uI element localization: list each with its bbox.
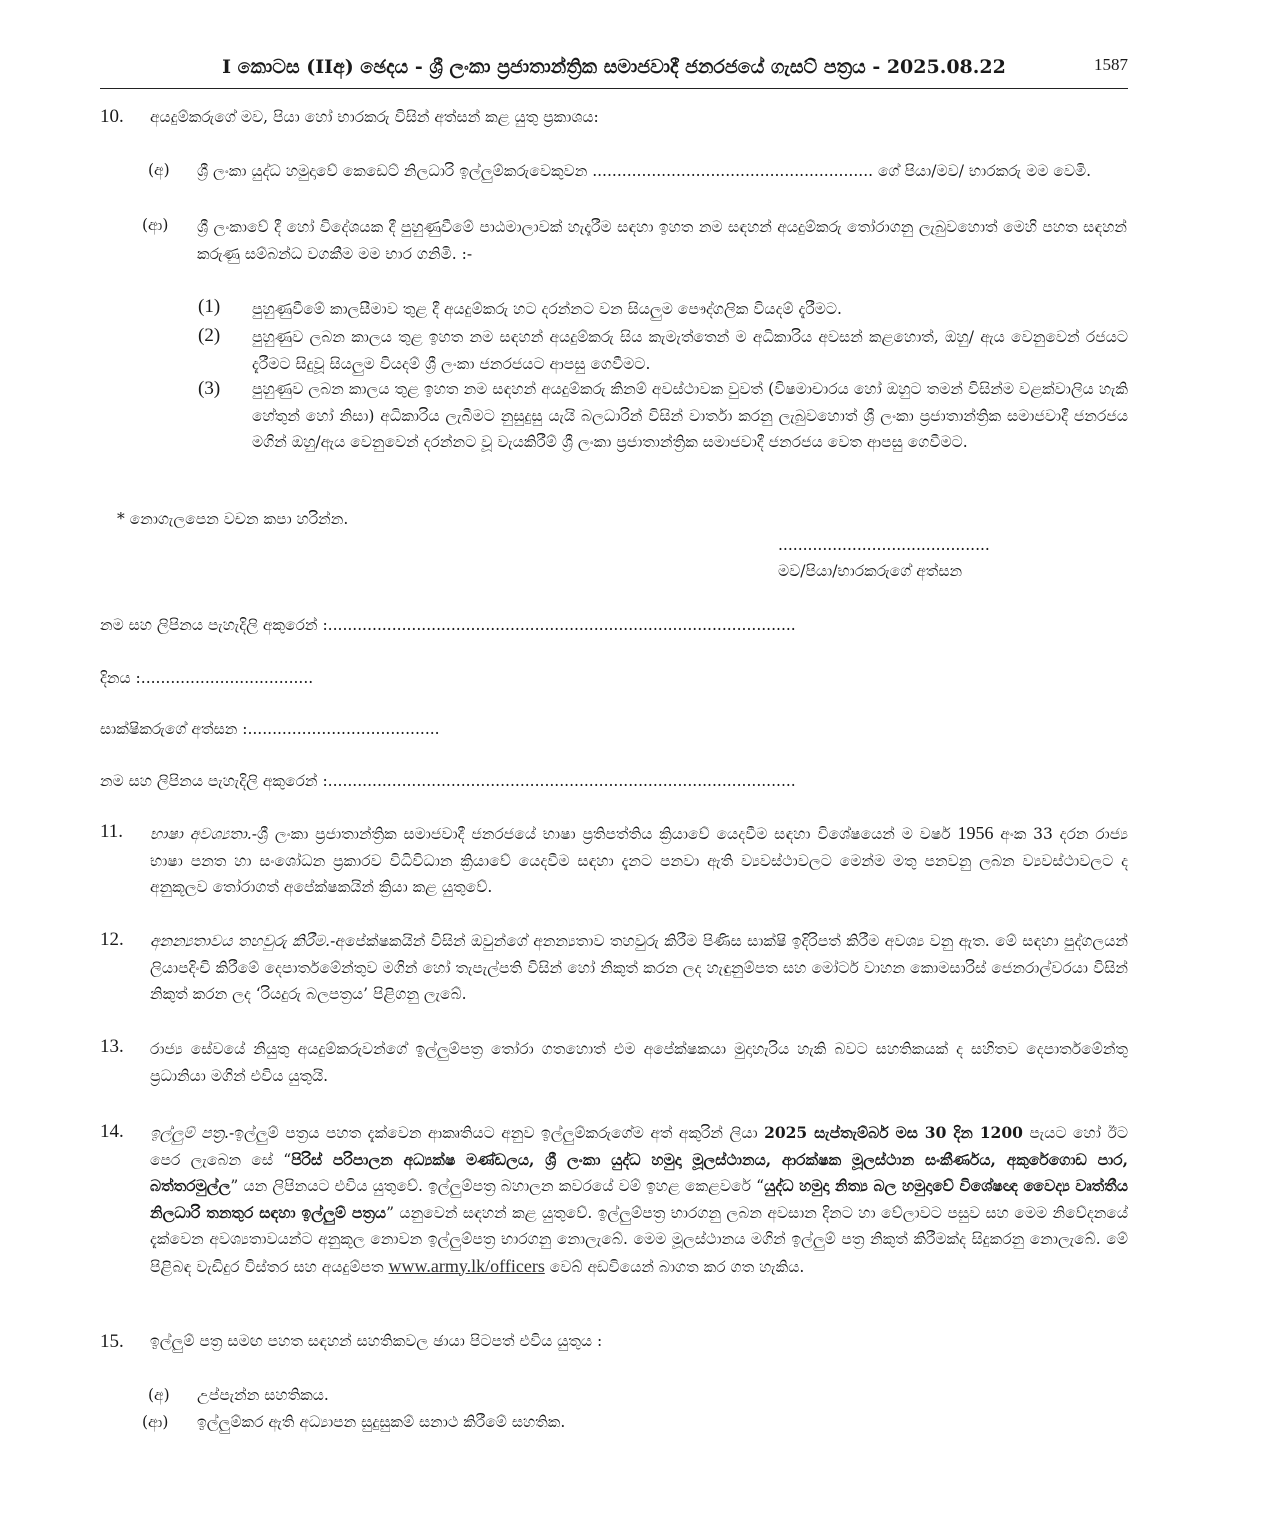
section-11-text: [150, 820, 1128, 901]
section-15-number: 15.: [100, 1331, 124, 1352]
section-15-a-label: (අ): [148, 1386, 170, 1404]
section-13-number: 13.: [100, 1036, 124, 1057]
signature-label: මව/පියා/භාරකරුගේ අත්සන: [778, 562, 963, 580]
section-12-number: 12.: [100, 929, 124, 950]
section-11-body: අංක 33 දරන රාජ්‍ය භාෂා පනත හා සංශෝධන ප්‍රකාරව විධිවිධාන ක්‍රියාවේ යෙදවීම සඳහා දැනට පනවා ඇති ව්‍යවස්ථාවලට මෙන්ම මතු පනවනු ලබන ව්‍යවස්ථාවලට ද අනුකූලව තෝරාගත් අපේක්ෂකයින් ක්‍රියා කළ යුතුවේ.: [150, 825, 1128, 896]
section-14-heading: ඉල්ලුම් පත්‍ර.: [150, 1124, 229, 1142]
strike-out-note: * නොගැලපෙන වචන කපා හරින්න.: [117, 510, 349, 528]
section-11-line1: -ශ්‍රී ලංකා ප්‍රජාතාන්ත්‍රික සමාජවාදී ජනරජයේ භාෂා ප්‍රතිපත්තිය ක්‍රියාවේ යෙදවීම සඳහා විශේෂයෙන් ම වර්ෂ: [251, 825, 951, 843]
section-10-aa-text: ශ්‍රී ලංකාවේ දී හෝ විදේශයක දී පුහුණුවීමේ පාඨමාලාවක් හැදෑරීම සඳහා ඉහත නම සඳහන් අයදුම්කරු තෝරාගනු ලැබුවහොත් මෙහි පහත සඳහන් කරුණු සම්බන්ධ වගකීම මම භාර ගනිමි. :-: [197, 218, 1127, 263]
section-15-aa-text: ඉල්ලුම්කර ඇති අධ්‍යාපන සුදුසුකම් සනාථ කිරීමේ සහතික.: [197, 1413, 566, 1431]
name-address-field-1: නම සහ ලිපිනය පැහැදිලි අකුරෙන් :...............................................................................................: [100, 616, 796, 634]
section-11-number: 11.: [100, 821, 124, 842]
section-10-item-1-text: පුහුණුවීමේ කාලසීමාව තුළ දී අයදුම්කරු හට දරන්නට වන සියලුම පෞද්ගලික වියදම් දැරීමට.: [252, 300, 842, 318]
section-10-item-1-number: (1): [198, 296, 221, 317]
section-12-heading: අනන්‍යතාවය තහවුරු කිරීම.: [150, 932, 331, 950]
section-10-item-2-number: (2): [198, 325, 221, 346]
section-11-year: 1956: [957, 823, 994, 843]
application-deadline: 2025 සැප්තැම්බර් මස 30 දින 1200: [764, 1123, 1023, 1142]
signature-dots: ...........................................: [778, 536, 990, 554]
section-10-item-3-number: (3): [198, 378, 221, 399]
section-15-title: ඉල්ලුම් පත්‍ර සමඟ පහත සඳහන් සහතිකවල ඡායා පිටපත් එවිය යුතුය :: [150, 1332, 603, 1350]
army-website-link[interactable]: www.army.lk/officers: [388, 1255, 545, 1276]
date-field: දිනය :...................................: [100, 669, 314, 687]
section-10-title: අයදුම්කරුගේ මව, පියා හෝ භාරකරු විසින් අත්සන් කළ යුතු ප්‍රකාශය:: [150, 108, 599, 126]
postal-address: පිරිස් පරිපාලන අධ්‍යක්ෂ මණ්ඩලය, ශ්‍රී ලංකා යුද්ධ හමුදා මූලස්ථානය, ආරක්ෂක මූලස්ථාන සංකීර්ණය, අකුරේගොඩ පාර, බත්තරමුල්ල: [150, 1149, 1128, 1195]
section-10-item-3-text: පුහුණුව ලබන කාලය තුළ ඉහත නම සඳහන් අයදුම්කරු කිනම් අවස්ථාවක වුවත් (විෂමාචාරය හෝ ඔහුට තමන් විසින්ම වළක්වාලිය හැකි හේතුන් හෝ නිසා) අධිකාරිය ලැබීමට නුසුදුසු යැයි බලධාරින් විසින් වාර්තා කරනු ලැබුවහොත් ශ්‍රී ලංකා ප්‍රජාතාන්ත්‍රික සමාජවාදී ජනරජය මගින් ඔහු/ඇය වෙනුවෙන් දරන්නට වූ වැයකිරීම් ශ්‍රී ලංකා ප්‍රජාතාන්ත්‍රික සමාජවාදී ජනරජය වෙත ආපසු ගෙවීමට.: [252, 380, 1128, 451]
section-14-number: 14.: [100, 1121, 124, 1142]
witness-signature-field: සාක්ෂිකරුගේ අත්සන :.......................................: [100, 720, 440, 738]
section-15-aa-label: (ආ): [142, 1413, 169, 1431]
page-header-title: I කොටස (IIඅ) ඡෙදය - ශ්‍රී ලංකා ප්‍රජාතාන්ත්‍රික සමාජවාදී ජනරජයේ ගැසට් පත්‍රය - 2025.08.22: [222, 56, 1006, 78]
section-11-heading: භාෂා අවශ්‍යතා.: [150, 825, 252, 843]
section-14-text: ඉල්ලුම් පත්‍ර.-ඉල්ලුම් පත්‍රය පහත දැක්වෙන ආකෘතියට අනුව ඉල්ලුම්කරුගේම අත් අකුරින් ලියා 2025 සැප්තැම්බර් මස 30 දින 1200 පැයට හෝ ඊට පෙර ලැබෙන සේ “පිරිස් පරිපාලන අධ්‍යක්ෂ මණ්ඩලය, ශ්‍රී ලංකා යුද්ධ හමුදා මූලස්ථානය, ආරක්ෂක මූලස්ථාන සංකීර්ණය, අකුරේගොඩ පාර, බත්තරමුල්ල” යන ලිපිනයට එවිය යුතුවේ. ඉල්ලුම්පත්‍ර බහාලන කවරයේ වම් ඉහළ කෙළවරේ “යුද්ධ හමුදා නිත්‍ය බල හමුදාවේ විශේෂඥ වෛද්‍ය වෘත්තීය නිලධාරි තනතුර සඳහා ඉල්ලුම් පත්‍රය” යනුවෙන් සඳහන් කළ යුතුවේ. ඉල්ලුම්පත්‍ර භාරගනු ලබන අවසාන දිනට හා වේලාවට පසුව සහ මෙම නිවේදනයේ දැක්වෙන අවශ්‍යතාවයන්ට අනුකූල නොවන ඉල්ලුම්පත්‍ර භාරගනු නොලැබේ. මෙම මූලස්ථානය මගින් ඉල්ලුම් පත්‍ර නිකුත් කිරීමක්ද සිදුකරනු නොලැබේ. මේ පිළිබඳ වැඩිදුර විස්තර සහ අයදුම්පත www.army.lk/officers වෙබ් අඩවියෙන් බාගත කර ගත හැකිය.: [150, 1123, 1128, 1276]
section-15-a-text: උප්පැන්න සහතිකය.: [197, 1386, 329, 1404]
section-10-a-text: ශ්‍රී ලංකා යුද්ධ හමුදාවේ කෙඩෙට් නිලධාරි ඉල්ලුම්කරුවෙකුවන ......................................................... ගේ පියා/මව/ භාරකරු මම වෙමි.: [197, 162, 1092, 180]
section-12-body: -අපේක්ෂකයින් විසින් ඔවුන්ගේ අනන්‍යතාව තහවුරු කිරීම පිණිස සාක්ෂි ඉදිරිපත් කිරීම අවශ්‍ය වනු ඇත. මේ සඳහා පුද්ගලයන් ලියාපදිංචි කිරීමේ දෙපාර්තමේන්තුව මගින් හෝ තැපැල්පති විසින් හෝ නිකුත් කරන ලද හැඳුනුම්පත සහ මෝටර් වාහන කොමසාරිස් ජෙනරාල්වරයා විසින් නිකුත් කරන ලද ‘රියදුරු බලපත්‍රය’ පිළිගනු ලැබේ.: [150, 932, 1128, 1003]
page-number: 1587: [1094, 55, 1128, 74]
section-12-text: [150, 928, 1128, 1008]
envelope-caption: යුද්ධ හමුදා නිත්‍ය බල හමුදාවේ විශේෂඥ වෛද්‍ය වෘත්තීය නිලධාරි තනතුර සඳහා ඉල්ලුම් පත්‍රය: [150, 1176, 1128, 1222]
name-address-field-2: නම සහ ලිපිනය පැහැදිලි අකුරෙන් :...............................................................................................: [100, 772, 796, 790]
section-10-item-2-text: පුහුණුව ලබන කාලය තුළ ඉහත නම සඳහන් අයදුම්කරු සිය කැමැත්තෙන් ම අධිකාරිය අවසන් කළහොත්, ඔහු/ ඇය වෙනුවෙන් රජයට දැරීමට සිදුවූ සියලුම වියදම් ශ්‍රී ලංකා ජනරජයට ආපසු ගෙවීමට.: [252, 328, 1128, 373]
section-10-number: 10.: [100, 106, 124, 127]
section-10-aa-label: (ආ): [142, 216, 169, 234]
header-rule: [100, 88, 1128, 89]
section-10-a-label: (අ): [148, 161, 170, 179]
section-13-text: රාජ්‍ය සේවයේ නියුතු අයදුම්කරුවන්ගේ ඉල්ලුම්පත්‍ර තෝරා ගතහොත් එම අපේක්ෂකයා මුදාහැරිය හැකි බවට සහතිකයක් ද සහිතව දෙපාර්තමේන්තු ප්‍රධානියා මගින් එවිය යුතුයි.: [150, 1040, 1128, 1085]
